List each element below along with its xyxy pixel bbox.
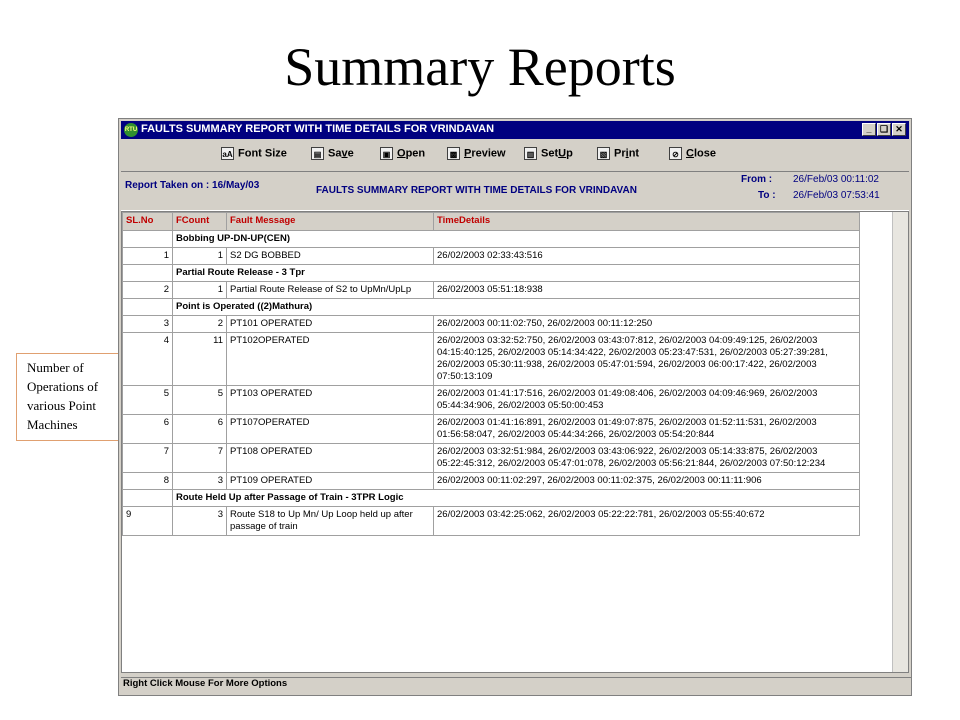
table-row[interactable] — [123, 386, 860, 415]
column-header-fault-message[interactable]: Fault Message — [227, 213, 434, 231]
group-label[interactable]: Bobbing UP-DN-UP(CEN) — [173, 231, 860, 248]
slno-cell[interactable]: 4 — [123, 333, 173, 386]
report-grid[interactable] — [121, 211, 909, 673]
table-row[interactable] — [123, 444, 860, 473]
close-icon: ⊘ — [669, 147, 682, 160]
faults-table — [122, 212, 860, 536]
table-group-row[interactable] — [123, 490, 860, 507]
slno-cell[interactable]: 5 — [123, 386, 173, 415]
from-label: From : — [741, 174, 773, 185]
setup-button[interactable]: ▥ SetUp — [524, 147, 573, 160]
fault-message-cell[interactable]: PT103 OPERATED — [227, 386, 434, 415]
timedetails-cell[interactable]: 26/02/2003 00:11:02:750, 26/02/2003 00:11:12:250 — [434, 316, 860, 333]
timedetails-cell[interactable]: 26/02/2003 03:32:52:750, 26/02/2003 03:43:07:812, 26/02/2003 04:09:49:125, 26/02/2003 04:15:40:125, 26/02/2003 05:14:34:422, 26/02/2003 05:23:47:531, 26/02/2003 05:27:39:281, 26/02/2003 05:30:11:938, 26/02/2003 05:47:01:594, 26/02/2003 06:00:17:422, 26/02/2003 07:50:13:109 — [434, 333, 860, 386]
column-header-slno[interactable]: SL.No — [123, 213, 173, 231]
slno-cell[interactable]: 3 — [123, 316, 173, 333]
table-cell[interactable] — [123, 265, 173, 282]
table-group-row[interactable] — [123, 231, 860, 248]
toolbar — [121, 141, 909, 169]
app-icon: RTU — [124, 123, 138, 137]
fcount-cell[interactable]: 1 — [173, 282, 227, 299]
column-header-fcount[interactable]: FCount — [173, 213, 227, 231]
column-header-timedetails[interactable]: TimeDetails — [434, 213, 860, 231]
table-row[interactable] — [123, 333, 860, 386]
table-row[interactable] — [123, 507, 860, 536]
fault-message-cell[interactable]: PT108 OPERATED — [227, 444, 434, 473]
fcount-cell[interactable]: 5 — [173, 386, 227, 415]
save-button[interactable]: ▤ Save — [311, 147, 354, 160]
to-value: 26/Feb/03 07:53:41 — [793, 190, 880, 201]
slno-cell[interactable]: 6 — [123, 415, 173, 444]
timedetails-cell[interactable]: 26/02/2003 03:32:51:984, 26/02/2003 03:43:06:922, 26/02/2003 05:14:33:875, 26/02/2003 05:22:45:312, 26/02/2003 05:47:01:078, 26/02/2003 05:56:21:844, 26/02/2003 07:50:12:234 — [434, 444, 860, 473]
fcount-cell[interactable]: 2 — [173, 316, 227, 333]
preview-button[interactable]: ▩ Preview — [447, 147, 506, 160]
open-icon: ▣ — [380, 147, 393, 160]
timedetails-cell[interactable]: 26/02/2003 02:33:43:516 — [434, 248, 860, 265]
fault-message-cell[interactable]: S2 DG BOBBED — [227, 248, 434, 265]
open-button[interactable]: ▣ Open — [380, 147, 425, 160]
fault-message-cell[interactable]: Partial Route Release of S2 to UpMn/UpLp — [227, 282, 434, 299]
table-group-row[interactable] — [123, 299, 860, 316]
fcount-cell[interactable]: 7 — [173, 444, 227, 473]
slide-title: Summary Reports — [284, 37, 676, 97]
window-title: FAULTS SUMMARY REPORT WITH TIME DETAILS FOR VRINDAVAN — [141, 123, 495, 135]
timedetails-cell[interactable]: 26/02/2003 05:51:18:938 — [434, 282, 860, 299]
callout-text: Number of Operations of various Point Machines — [27, 360, 99, 432]
restore-button[interactable]: ❏ — [877, 123, 891, 136]
slno-cell[interactable]: 2 — [123, 282, 173, 299]
print-icon: ▧ — [597, 147, 610, 160]
report-window — [118, 118, 912, 696]
font-size-icon: aA — [221, 147, 234, 160]
group-label[interactable]: Route Held Up after Passage of Train - 3TPR Logic — [173, 490, 860, 507]
font-size-button[interactable]: aA Font Size — [222, 147, 287, 160]
slno-cell[interactable]: 8 — [123, 473, 173, 490]
preview-icon: ▩ — [447, 147, 460, 160]
fault-message-cell[interactable]: PT109 OPERATED — [227, 473, 434, 490]
fault-message-cell[interactable]: PT102OPERATED — [227, 333, 434, 386]
slno-cell[interactable]: 7 — [123, 444, 173, 473]
table-body — [123, 231, 860, 536]
slno-cell[interactable]: 1 — [123, 248, 173, 265]
timedetails-cell[interactable]: 26/02/2003 00:11:02:297, 26/02/2003 00:11:02:375, 26/02/2003 00:11:11:906 — [434, 473, 860, 490]
fcount-cell[interactable]: 1 — [173, 248, 227, 265]
fault-message-cell[interactable]: PT107OPERATED — [227, 415, 434, 444]
table-cell[interactable] — [123, 231, 173, 248]
print-button[interactable]: ▧ Print — [597, 147, 639, 160]
table-row[interactable] — [123, 473, 860, 490]
timedetails-cell[interactable]: 26/02/2003 03:42:25:062, 26/02/2003 05:22:22:781, 26/02/2003 05:55:40:672 — [434, 507, 860, 536]
fcount-cell[interactable]: 3 — [173, 507, 227, 536]
table-header-row — [123, 213, 860, 231]
close-window-button[interactable]: ✕ — [892, 123, 906, 136]
timedetails-cell[interactable]: 26/02/2003 01:41:17:516, 26/02/2003 01:49:08:406, 26/02/2003 04:09:46:969, 26/02/2003 05:44:34:906, 26/02/2003 05:50:00:453 — [434, 386, 860, 415]
save-icon: ▤ — [311, 147, 324, 160]
report-header — [121, 171, 909, 211]
timedetails-cell[interactable]: 26/02/2003 01:41:16:891, 26/02/2003 01:49:07:875, 26/02/2003 01:52:11:531, 26/02/2003 01:56:58:047, 26/02/2003 05:44:34:266, 26/02/2003 05:54:20:844 — [434, 415, 860, 444]
fcount-cell[interactable]: 6 — [173, 415, 227, 444]
table-row[interactable] — [123, 316, 860, 333]
setup-icon: ▥ — [524, 147, 537, 160]
vertical-scrollbar[interactable] — [892, 212, 908, 672]
group-label[interactable]: Partial Route Release - 3 Tpr — [173, 265, 860, 282]
table-cell[interactable] — [123, 299, 173, 316]
fcount-cell[interactable]: 11 — [173, 333, 227, 386]
table-row[interactable] — [123, 415, 860, 444]
fault-message-cell[interactable]: PT101 OPERATED — [227, 316, 434, 333]
table-cell[interactable] — [123, 490, 173, 507]
report-title: FAULTS SUMMARY REPORT WITH TIME DETAILS FOR VRINDAVAN — [316, 185, 637, 196]
fcount-cell[interactable]: 3 — [173, 473, 227, 490]
close-button[interactable]: ⊘ Close — [669, 147, 716, 160]
from-value: 26/Feb/03 00:11:02 — [793, 174, 879, 185]
window-titlebar[interactable] — [121, 121, 909, 139]
table-row[interactable] — [123, 248, 860, 265]
table-row[interactable] — [123, 282, 860, 299]
fault-message-cell[interactable]: Route S18 to Up Mn/ Up Loop held up after passage of train — [227, 507, 434, 536]
minimize-button[interactable]: _ — [862, 123, 876, 136]
group-label[interactable]: Point is Operated ((2)Mathura) — [173, 299, 860, 316]
to-label: To : — [758, 190, 776, 201]
report-taken-date: Report Taken on : 16/May/03 — [125, 180, 260, 191]
slno-cell[interactable]: 9 — [123, 507, 173, 536]
status-bar: Right Click Mouse For More Options — [121, 677, 911, 692]
table-group-row[interactable] — [123, 265, 860, 282]
